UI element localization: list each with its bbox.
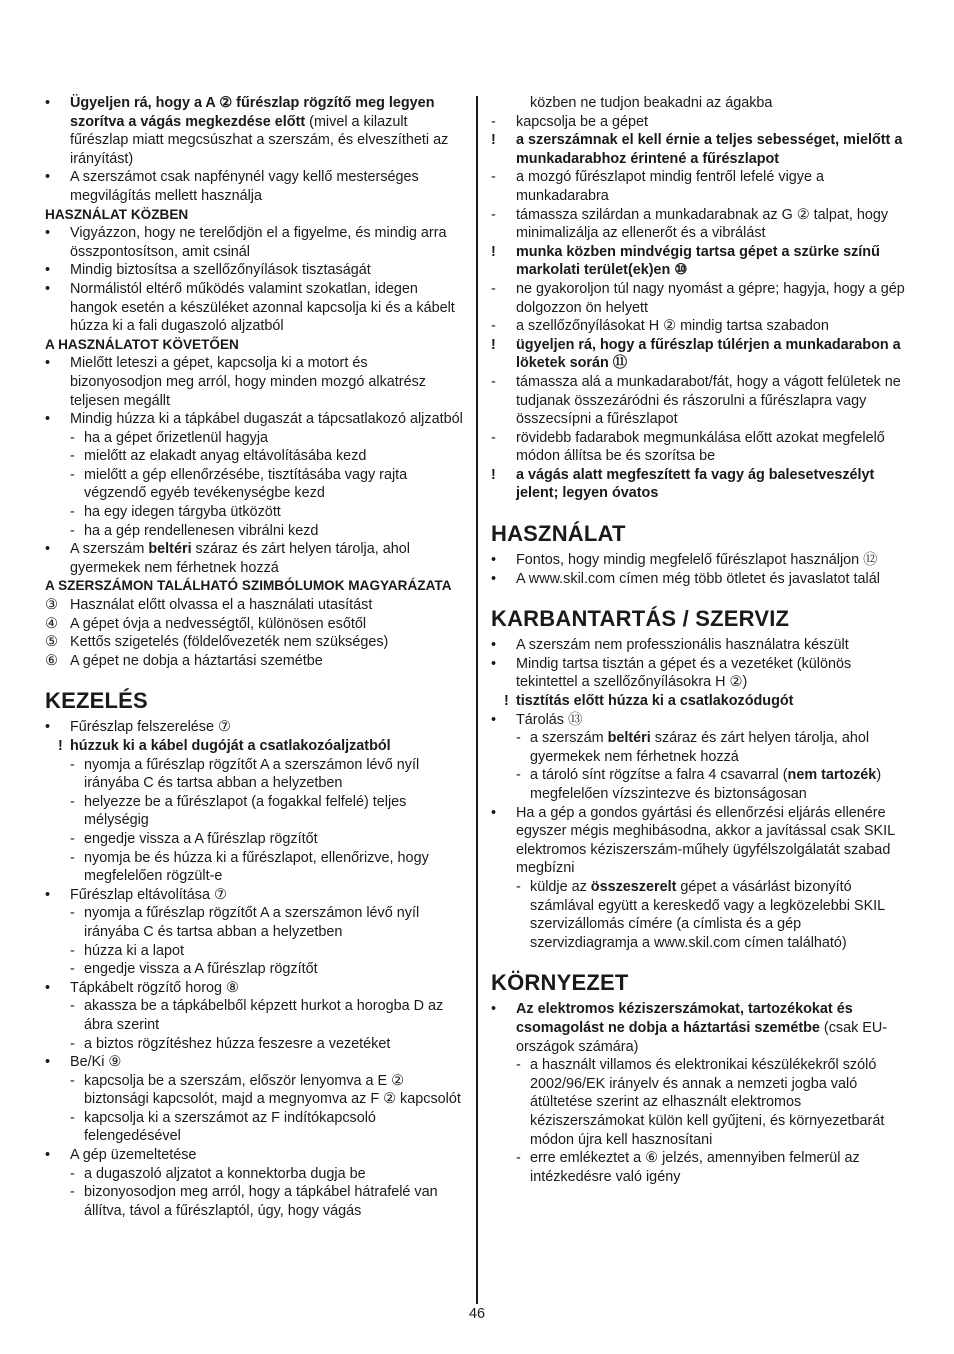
text-segment: Fontos, hogy mindig megfelelő fűrészlapot használjon ⑫ bbox=[516, 552, 878, 569]
list-item bbox=[45, 652, 463, 671]
list-marker: ! bbox=[491, 243, 496, 260]
list-marker: - bbox=[70, 448, 75, 465]
text-segment: száraz és zárt helyen tárolja, ahol gyermekek nem férhetnek hozzá bbox=[530, 730, 870, 765]
list-item bbox=[491, 711, 911, 730]
list-marker: • bbox=[45, 1054, 51, 1071]
text-segment: Normálistól eltérő működés valamint szokatlan, idegen hangok esetén a készüléket azonnal kapcsolja ki és a kábelt húzza ki a fali dugaszoló aljzatból bbox=[70, 280, 455, 335]
list-marker: • bbox=[45, 225, 51, 242]
text-segment: Mindig biztosítsa a szellőzőnyílások tisztaságát bbox=[70, 262, 371, 279]
text-segment: KÖRNYEZET bbox=[491, 970, 629, 996]
list-marker: ! bbox=[491, 132, 496, 149]
text-segment: nyomja be és húzza ki a fűrészlapot, ellenőrizve, hogy megfelelően rögzült-e bbox=[84, 849, 429, 885]
list-marker: - bbox=[70, 793, 75, 810]
text-segment: Mindig húzza ki a tápkábel dugaszát a tápcsatlakozó aljzatból bbox=[70, 411, 463, 428]
list-marker: - bbox=[516, 1150, 521, 1167]
list-item bbox=[45, 540, 463, 577]
list-marker: - bbox=[491, 318, 496, 335]
section-heading bbox=[491, 521, 911, 547]
text-segment: A szerszám nem professzionális használatra készült bbox=[516, 637, 849, 654]
list-marker: - bbox=[70, 961, 75, 978]
text-segment: a vágás alatt megfeszített fa vagy ág balesetveszélyt jelent; legyen óvatos bbox=[516, 466, 875, 502]
list-marker: • bbox=[491, 1001, 497, 1018]
text-segment: mielőtt az elakadt anyag eltávolításába kezd bbox=[84, 448, 367, 465]
text-segment: A gépet óvja a nedvességtől, különösen esőtől bbox=[70, 615, 367, 632]
text-segment: ügyeljen rá, hogy a fűrészlap túlérjen a munkadarabon a löketek során ⑪ bbox=[516, 336, 901, 372]
sub-item bbox=[491, 280, 911, 317]
warning-item bbox=[491, 336, 911, 373]
warning-item bbox=[491, 131, 911, 168]
subheading bbox=[45, 336, 463, 355]
list-item bbox=[45, 596, 463, 615]
text-segment: Mindig tartsa tisztán a gépet és a vezetéket (különös tekintettel a szellőzőnyílásokra H ②) bbox=[516, 655, 852, 691]
list-marker: - bbox=[70, 1109, 75, 1126]
text-segment: (csak EU-országok számára) bbox=[516, 1019, 888, 1055]
left-column bbox=[45, 94, 463, 1220]
list-marker: - bbox=[70, 830, 75, 847]
list-marker: ! bbox=[58, 738, 63, 754]
text-segment: a mozgó fűrészlapot mindig fentről lefelé vigye a munkadarabra bbox=[516, 169, 824, 204]
text-segment: ) megfelelően vízszintezve és biztonságosan bbox=[530, 767, 882, 802]
section-heading bbox=[45, 688, 463, 714]
sub-item bbox=[45, 466, 463, 503]
sub-item bbox=[491, 766, 911, 803]
list-item bbox=[45, 168, 463, 205]
text-segment: összeszerelt bbox=[590, 878, 677, 895]
list-marker: - bbox=[70, 1165, 75, 1182]
text-segment: Ha a gép a gondos gyártási és ellenőrzési eljárás ellenére egyszer mégis meghibásodna, akkor a javítással csak SKIL elektromos kéziszerszám-műhely ügyfélszolgálatát szabad megbízni bbox=[516, 804, 895, 877]
sub-item bbox=[491, 317, 911, 336]
sub-item bbox=[45, 1109, 463, 1146]
list-marker: • bbox=[491, 711, 497, 728]
text-segment: küldje az bbox=[530, 878, 591, 895]
list-marker: • bbox=[491, 552, 497, 569]
list-marker: - bbox=[70, 998, 75, 1015]
text-segment: Tápkábelt rögzítő horog ⑧ bbox=[70, 979, 239, 996]
section-heading bbox=[491, 606, 911, 632]
list-marker: - bbox=[491, 206, 496, 223]
list-item bbox=[45, 979, 463, 998]
sub-item bbox=[45, 429, 463, 448]
list-marker: - bbox=[491, 169, 496, 186]
list-marker: - bbox=[70, 466, 75, 483]
list-marker: - bbox=[70, 1072, 75, 1089]
text-segment: a biztos rögzítéshez húzza feszesre a vezetéket bbox=[84, 1035, 391, 1052]
list-marker: • bbox=[491, 637, 497, 654]
text-segment: húzzuk ki a kábel dugóját a csatlakozóaljzatból bbox=[70, 738, 391, 754]
text-segment: támassza alá a munkadarabot/fát, hogy a vágott felületek ne tudjanak összezáródni és rászorulni a fűrészlapra vagy összecsípni a fűrészlapot bbox=[516, 373, 901, 428]
sub-item bbox=[491, 373, 911, 429]
text-segment: Ügyeljen rá, hogy a A ② fűrészlap rögzítő meg legyen szorítva a vágás megkezdése előtt bbox=[70, 95, 435, 130]
text-segment: HASZNÁLAT KÖZBEN bbox=[45, 206, 189, 222]
text-segment: beltéri bbox=[607, 730, 651, 747]
list-marker: ! bbox=[491, 466, 496, 483]
sub-item bbox=[491, 168, 911, 205]
text-segment: nyomja a fűrészlap rögzítőt A a szerszámon lévő nyíl irányába C és tartsa abban a helyzetben bbox=[84, 756, 420, 792]
sub-item bbox=[45, 793, 463, 830]
list-marker: • bbox=[491, 804, 497, 821]
list-marker: - bbox=[516, 878, 521, 895]
text-segment: ne gyakoroljon túl nagy nyomást a gépre; hagyja, hogy a gép dolgozzon ön helyett bbox=[516, 280, 905, 316]
list-marker: - bbox=[491, 280, 496, 297]
sub-item bbox=[45, 830, 463, 849]
list-marker: - bbox=[491, 373, 496, 390]
list-item bbox=[45, 354, 463, 410]
sub-item bbox=[45, 522, 463, 541]
text-segment: A www.skil.com címen még több ötletet és javaslatot talál bbox=[516, 570, 880, 587]
text-segment: KEZELÉS bbox=[45, 688, 148, 714]
list-marker: - bbox=[516, 730, 521, 747]
text-segment: nem tartozék bbox=[787, 767, 877, 784]
text-segment: A szerszámot csak napfénynél vagy kellő mesterséges megvilágítás mellett használja bbox=[70, 169, 419, 204]
text-segment: mielőtt a gép ellenőrzésébe, tisztításába vagy rajta végzendő egyéb tevékenységbe kezd bbox=[84, 466, 408, 502]
list-item bbox=[45, 633, 463, 652]
text-segment: a szellőzőnyílásokat H ② mindig tartsa szabadon bbox=[516, 318, 829, 335]
subheading bbox=[45, 206, 463, 225]
sub-item bbox=[45, 1072, 463, 1109]
text-segment: nyomja a fűrészlap rögzítőt A a szerszámon lévő nyíl irányába C és tartsa abban a helyzetben bbox=[84, 905, 420, 940]
warning-item bbox=[491, 243, 911, 280]
text-segment: Használat előtt olvassa el a használati utasítást bbox=[70, 597, 373, 614]
text-segment: engedje vissza a A fűrészlap rögzítőt bbox=[84, 961, 318, 978]
sub-item bbox=[45, 849, 463, 886]
text-segment: kapcsolja be a gépet bbox=[516, 113, 649, 130]
list-item bbox=[45, 615, 463, 634]
list-item bbox=[45, 261, 463, 280]
sub-item bbox=[491, 1149, 911, 1186]
text-segment: Tárolás ⑬ bbox=[516, 711, 583, 728]
list-marker: - bbox=[70, 1184, 75, 1201]
text-segment: ha a gépet őrizetlenül hagyja bbox=[84, 429, 269, 446]
text-segment: közben ne tudjon beakadni az ágakba bbox=[530, 95, 773, 111]
column-divider bbox=[476, 96, 478, 1304]
list-marker: • bbox=[491, 570, 497, 587]
sub-item bbox=[45, 1035, 463, 1054]
list-marker: • bbox=[45, 95, 51, 111]
subheading bbox=[45, 577, 463, 596]
list-marker: - bbox=[491, 429, 496, 446]
text-segment: bizonyosodjon meg arról, hogy a tápkábel hátrafelé van állítva, távol a fűrészlaptól, úgy, hogy vágás bbox=[84, 1184, 438, 1219]
sub-item bbox=[45, 756, 463, 793]
list-marker: - bbox=[491, 113, 496, 130]
sub-item bbox=[45, 997, 463, 1034]
list-item bbox=[45, 224, 463, 261]
text-segment: kapcsolja ki a szerszámot az F indítókapcsoló felengedésével bbox=[84, 1109, 376, 1145]
text-segment: Vigyázzon, hogy ne terelődjön el a figyelme, és mindig arra összpontosítson, amit csinál bbox=[70, 225, 447, 260]
text-segment: tisztítás előtt húzza ki a csatlakozódugót bbox=[516, 693, 794, 710]
text-segment: rövidebb fadarabok megmunkálása előtt azokat megfelelő módon állítsa be és szorítsa be bbox=[516, 429, 885, 465]
list-marker: • bbox=[45, 719, 51, 736]
list-marker: - bbox=[516, 1057, 521, 1074]
text-segment: erre emlékeztet a ⑥ jelzés, amennyiben felmerül az intézkedésre való igény bbox=[530, 1150, 860, 1185]
list-item bbox=[45, 1053, 463, 1072]
sub-item bbox=[491, 206, 911, 243]
text-segment: engedje vissza a A fűrészlap rögzítőt bbox=[84, 830, 318, 847]
list-marker: • bbox=[491, 655, 497, 672]
text-segment: beltéri bbox=[148, 541, 192, 558]
text-segment: a használt villamos és elektronikai készülékekről szóló 2002/96/EK irányelv és annak a nemzeti jogba való átültetése szerint az elhasznált elektromos kéziszerszámokat külön kell gyűjteni, és környezetbarát módon újra kell hasznosítani bbox=[530, 1057, 885, 1148]
text-segment: A SZERSZÁMON TALÁLHATÓ SZIMBÓLUMOK MAGYARÁZATA bbox=[45, 578, 452, 594]
list-marker: ! bbox=[504, 693, 509, 710]
text-segment: munka közben mindvégig tartsa gépet a szürke színű markolati terület(ek)en ⑩ bbox=[516, 243, 880, 279]
list-marker: • bbox=[45, 979, 51, 996]
list-marker: • bbox=[45, 541, 51, 558]
text-segment: helyezze be a fűrészlapot (a fogakkal felfelé) teljes mélységig bbox=[84, 793, 407, 829]
text-segment: a tároló sínt rögzítse a falra 4 csavarral ( bbox=[530, 767, 788, 784]
list-item bbox=[491, 636, 911, 655]
list-marker: • bbox=[45, 169, 51, 186]
sub-item bbox=[491, 429, 911, 466]
warning-item bbox=[491, 466, 911, 503]
list-marker: - bbox=[70, 1035, 75, 1052]
text-segment: támassza szilárdan a munkadarabnak az G ② talpat, hogy minimalizálja az ellenerőt és a vibrálást bbox=[516, 206, 889, 242]
text-segment: Fűrészlap felszerelése ⑦ bbox=[70, 719, 231, 736]
sub-item bbox=[45, 1165, 463, 1184]
list-marker: - bbox=[70, 429, 75, 446]
text-segment: Mielőtt leteszi a gépet, kapcsolja ki a motort és bizonyosodjon meg arról, hogy minden mozgó alkatrész teljesen megállt bbox=[70, 355, 426, 409]
list-item bbox=[45, 94, 463, 168]
list-item bbox=[491, 551, 911, 570]
text-segment: húzza ki a lapot bbox=[84, 942, 184, 959]
list-item bbox=[45, 1146, 463, 1165]
list-marker: ⑤ bbox=[45, 634, 58, 651]
sub-item bbox=[491, 113, 911, 132]
page-number: 46 bbox=[468, 1306, 485, 1322]
text-segment: HASZNÁLAT bbox=[491, 521, 626, 547]
continued-text bbox=[491, 94, 911, 113]
list-marker: - bbox=[70, 522, 75, 539]
text-segment: A szerszám bbox=[70, 541, 149, 558]
sub-item bbox=[491, 1056, 911, 1149]
section-heading bbox=[491, 970, 911, 996]
list-marker: - bbox=[70, 504, 75, 521]
text-segment: gépet a vásárlást bizonyító számlával együtt a kereskedő vagy a legközelebbi SKIL szervizállomás címére (a címlista és a gép szervizdiagramja a www.skil.com címen található) bbox=[530, 878, 885, 951]
text-segment: akassza be a tápkábelből képzett hurkot a horogba D az ábra szerint bbox=[84, 998, 444, 1033]
list-item bbox=[491, 655, 911, 692]
list-marker: • bbox=[45, 1147, 51, 1164]
list-item bbox=[45, 410, 463, 429]
sub-item bbox=[45, 447, 463, 466]
list-item bbox=[491, 1000, 911, 1056]
sub-item bbox=[491, 729, 911, 766]
text-segment: A gépet ne dobja a háztartási szemétbe bbox=[70, 652, 323, 669]
list-marker: ⑥ bbox=[45, 652, 58, 669]
list-marker: - bbox=[70, 756, 75, 773]
list-item bbox=[45, 886, 463, 905]
text-segment: száraz és zárt helyen tárolja, ahol gyermekek nem férhetnek hozzá bbox=[70, 541, 410, 576]
text-segment: Be/Ki ⑨ bbox=[70, 1054, 122, 1071]
sub-item bbox=[45, 960, 463, 979]
list-marker: ③ bbox=[45, 597, 58, 614]
list-item bbox=[45, 718, 463, 737]
text-segment: Kettős szigetelés (földelővezeték nem szükséges) bbox=[70, 634, 389, 651]
text-segment: ha egy idegen tárgyba ütközött bbox=[84, 504, 281, 521]
list-marker: • bbox=[45, 262, 51, 279]
list-marker: • bbox=[45, 355, 51, 372]
list-marker: - bbox=[70, 849, 75, 866]
text-segment: a dugaszoló aljzatot a konnektorba dugja be bbox=[84, 1165, 366, 1182]
text-segment: kapcsolja be a szerszám, először lenyomva a E ② biztonsági kapcsolót, majd a megnyomva az F ② kapcsolót bbox=[84, 1072, 461, 1108]
text-segment: KARBANTARTÁS / SZERVIZ bbox=[491, 606, 790, 632]
right-column bbox=[491, 94, 911, 1186]
sub-item bbox=[45, 942, 463, 961]
warning-item bbox=[45, 737, 463, 756]
sub-item bbox=[491, 878, 911, 952]
list-marker: • bbox=[45, 280, 51, 297]
sub-item bbox=[45, 1183, 463, 1220]
text-segment: (mivel a kilazult fűrészlap miatt megcsúszhat a szerszám, és elveszítheti az irányítást) bbox=[70, 113, 449, 167]
list-marker: - bbox=[516, 767, 521, 784]
list-marker: - bbox=[70, 942, 75, 959]
text-segment: a szerszámnak el kell érnie a teljes sebességet, mielőtt a munkadarabhoz érintené a fűrészlapot bbox=[516, 132, 903, 167]
list-marker: - bbox=[70, 905, 75, 922]
text-segment: Az elektromos kéziszerszámokat, tartozékokat és csomagolást ne dobja a háztartási szemétbe bbox=[516, 1001, 853, 1036]
list-marker: ! bbox=[491, 336, 496, 353]
warning-item bbox=[491, 692, 911, 711]
text-segment: A HASZNÁLATOT KÖVETŐEN bbox=[45, 336, 239, 352]
list-item bbox=[491, 804, 911, 878]
text-segment: A gép üzemeltetése bbox=[70, 1147, 197, 1164]
list-marker: • bbox=[45, 886, 51, 903]
list-marker: • bbox=[45, 411, 51, 428]
list-item bbox=[45, 280, 463, 336]
sub-item bbox=[45, 904, 463, 941]
text-segment: Fűrészlap eltávolítása ⑦ bbox=[70, 886, 227, 903]
list-marker: ④ bbox=[45, 615, 58, 632]
text-segment: a szerszám bbox=[530, 730, 608, 747]
text-segment: ha a gép rendellenesen vibrálni kezd bbox=[84, 522, 319, 539]
list-item bbox=[491, 570, 911, 589]
sub-item bbox=[45, 503, 463, 522]
